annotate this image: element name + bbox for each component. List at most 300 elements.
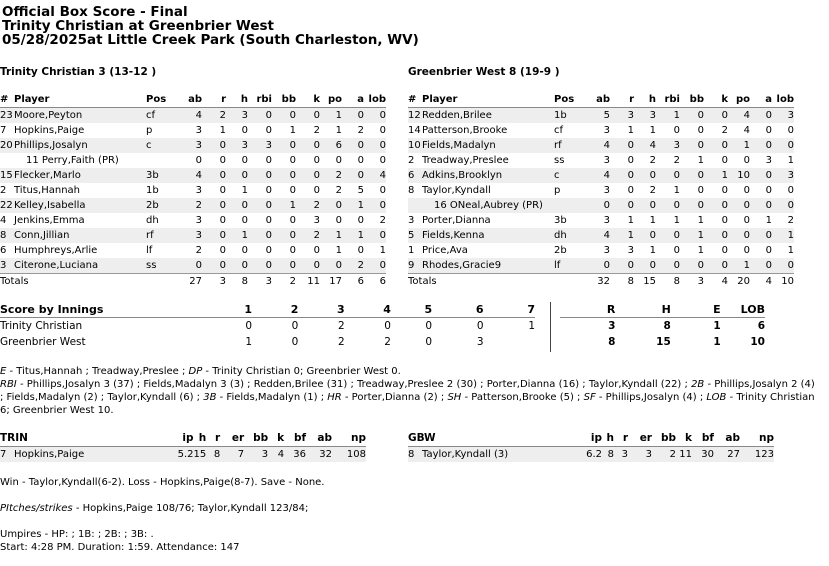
stat-r: 1	[610, 228, 634, 243]
stat-a: 0	[750, 108, 772, 124]
totals-label: Totals	[0, 274, 178, 290]
stat-ab: 4	[178, 108, 202, 124]
total-bb: 2	[272, 274, 296, 290]
inning-score: 0	[476, 320, 484, 332]
player-position: p	[554, 185, 561, 196]
innings-row	[0, 318, 535, 335]
pitch-stat-bf: 30	[692, 447, 714, 463]
player-row	[408, 108, 794, 124]
total-lob: 6	[364, 274, 386, 290]
page-title: Official Box Score - Final	[2, 4, 188, 20]
stat-bb: 0	[272, 138, 296, 153]
pitching-header-er: er	[628, 431, 652, 447]
rhe-header: H	[615, 302, 670, 318]
stat-bb: 0	[289, 215, 296, 226]
pitching-header-k: k	[676, 431, 692, 447]
stat-po: 1	[728, 138, 750, 153]
stat-r: 0	[610, 198, 634, 213]
stat-k: 0	[704, 228, 728, 243]
inning-score: 0	[245, 320, 253, 332]
stat-bb: 0	[680, 168, 704, 183]
stat-lob: 0	[772, 198, 794, 213]
stat-r: 3	[627, 245, 634, 256]
pitcher-number: 8	[408, 447, 422, 463]
player-number: 23	[0, 108, 14, 124]
stat-bb: 0	[680, 108, 704, 124]
totals-label: Totals	[408, 274, 586, 290]
pitcher-name: Taylor,Kyndall (3)	[422, 447, 572, 463]
stat-k: 0	[296, 108, 320, 124]
stat-lob: 1	[787, 245, 794, 256]
rhe-table	[560, 302, 765, 350]
totals-row	[408, 274, 794, 290]
total-h: 15	[634, 274, 656, 290]
stat-bb: 0	[272, 108, 296, 124]
stat-a: 1	[342, 228, 364, 243]
stat-po: 0	[335, 215, 342, 226]
innings-team-name: Greenbrier West	[0, 336, 86, 348]
player-number: 3	[0, 258, 14, 274]
stat-lob: 1	[787, 155, 794, 166]
player-position: 3b	[146, 168, 178, 183]
rhe-header: LOB	[721, 302, 765, 318]
stat-a: 0	[750, 228, 772, 243]
column-header-po: po	[728, 92, 750, 108]
column-header-a: a	[342, 92, 364, 108]
stat-k: 0	[313, 155, 320, 166]
stat-po: 0	[320, 258, 342, 274]
pitching-header-bb: bb	[244, 431, 268, 447]
column-header-number: #	[408, 92, 422, 108]
stat-lob: 0	[379, 125, 386, 136]
stat-r: 0	[219, 245, 226, 256]
stat-h: 0	[226, 258, 248, 274]
pitch-stat-h: 8	[602, 447, 614, 463]
stat-a: 0	[750, 168, 772, 183]
stat-rbi: 0	[656, 198, 680, 213]
player-number: 6	[408, 168, 422, 183]
player-name: Fields,Kenna	[422, 228, 554, 243]
player-position	[554, 198, 586, 213]
pitch-stat-ab: 32	[306, 447, 332, 463]
inning-header: 4	[345, 302, 391, 318]
stat-k: 0	[721, 215, 728, 226]
inning-score: 0	[384, 320, 391, 332]
player-position: p	[146, 125, 153, 136]
rhe-value: 1	[713, 320, 721, 332]
player-name: 16 ONeal,Aubrey (PR)	[422, 198, 554, 213]
stat-h: 1	[649, 215, 656, 226]
column-header-pos: Pos	[554, 92, 586, 108]
player-name: Adkins,Brooklyn	[422, 168, 554, 183]
total-r: 3	[202, 274, 226, 290]
inning-score: 0	[425, 320, 433, 332]
player-name: Porter,Dianna	[422, 215, 491, 226]
player-position: dh	[554, 228, 586, 243]
inning-header: 2	[252, 302, 298, 318]
stat-rbi: 0	[265, 155, 272, 166]
rhe-header: E	[671, 302, 721, 318]
player-row	[0, 243, 386, 258]
stat-a: 0	[765, 185, 772, 196]
player-number: 2	[408, 155, 415, 166]
stat-a: 0	[750, 198, 772, 213]
details-note: RBI - Phillips,Josalyn 3 (37) ; Fields,Madalyn 3 (3) ; Redden,Brilee (31) ; Treadway,Preslee 2 (30) ; Porter,Dianna (16) ; Taylor,Kyndall (22) ; 2B - Phillips,Josalyn 2 (4) ; Fields,Madalyn (2) ; Taylor,Kyndall (6) ; 3B - Fields,Madalyn (1) ; HR - Porter,Dianna (2) ; SH - Patterson,Brooke (5) ; SF - Phillips,Josalyn (4) ; LOB - Trinity Christian 6; Greenbrier West 10.	[0, 379, 815, 416]
column-header-h: h	[634, 92, 656, 108]
stat-bb: 0	[272, 258, 296, 274]
stat-ab: 3	[603, 215, 610, 226]
stat-a: 0	[357, 245, 364, 256]
stat-a: 2	[357, 125, 364, 136]
pitching-header-ip: ip	[572, 431, 602, 447]
stat-k: 0	[721, 155, 728, 166]
stat-r: 0	[610, 258, 634, 274]
column-header-a: a	[750, 92, 772, 108]
player-number: 5	[408, 228, 422, 243]
stat-k: 0	[313, 185, 320, 196]
pitching-header-ab: ab	[306, 431, 332, 447]
stat-rbi: 0	[265, 245, 272, 256]
column-header-rbi: rbi	[656, 92, 680, 108]
innings-divider	[550, 302, 551, 352]
player-row	[0, 228, 386, 243]
box-score-header	[2, 5, 419, 47]
player-position: 1b	[146, 185, 159, 196]
stat-ab: 0	[195, 155, 202, 166]
stat-rbi: 3	[248, 138, 272, 153]
pitch-stat-k: 4	[268, 447, 284, 463]
stat-a: 2	[342, 258, 364, 274]
home-team-heading: Greenbrier West 8 (19-9 )	[408, 66, 560, 78]
stat-lob: 0	[364, 138, 386, 153]
totals-row	[0, 274, 386, 290]
player-number: 12	[408, 108, 422, 124]
inning-header: 3	[298, 302, 344, 318]
stat-rbi: 0	[673, 245, 680, 256]
total-po: 17	[320, 274, 342, 290]
stat-k: 0	[296, 168, 320, 183]
stat-ab: 0	[586, 198, 610, 213]
date-venue: 05/28/2025at Little Creek Park (South Charleston, WV)	[2, 32, 419, 48]
player-row	[0, 213, 386, 228]
rhe-value: 10	[750, 336, 765, 348]
inning-header: 1	[206, 302, 252, 318]
player-position: 2b	[554, 245, 567, 256]
stat-a: 0	[750, 258, 772, 274]
stat-h: 0	[241, 245, 248, 256]
away-pitching-table	[0, 431, 366, 462]
game-notes	[0, 365, 820, 417]
player-name: 11 Perry,Faith (PR)	[26, 155, 119, 166]
stat-lob: 0	[364, 108, 386, 124]
player-row	[408, 153, 794, 168]
pitching-team-label: TRIN	[0, 431, 164, 447]
stat-po: 1	[335, 245, 342, 256]
player-row	[408, 138, 794, 153]
column-header-lob: lob	[772, 92, 794, 108]
column-header-rbi: rbi	[248, 92, 272, 108]
pitching-header-h: h	[602, 431, 614, 447]
pitch-stat-er: 7	[220, 447, 244, 463]
stat-lob: 2	[379, 215, 386, 226]
rhe-value: 8	[663, 320, 671, 332]
inning-score: 2	[384, 336, 391, 348]
total-a: 6	[342, 274, 364, 290]
stat-r: 0	[219, 155, 226, 166]
player-number: 8	[408, 185, 415, 196]
stat-ab: 3	[195, 185, 202, 196]
player-row	[0, 168, 386, 183]
innings-team-name: Trinity Christian	[0, 320, 83, 332]
innings-label: Score by Innings	[0, 302, 206, 318]
stat-r: 2	[202, 108, 226, 124]
stat-bb: 1	[697, 155, 704, 166]
stat-r: 0	[219, 185, 226, 196]
stat-h: 0	[634, 198, 656, 213]
stat-bb: 0	[272, 168, 296, 183]
player-number: 10	[408, 140, 421, 151]
inning-header: 5	[391, 302, 432, 318]
pitch-stat-ip: 6.2	[572, 447, 602, 463]
player-name: Redden,Brilee	[422, 108, 554, 124]
stat-h: 1	[649, 245, 656, 256]
stat-bb: 0	[697, 125, 704, 136]
stat-k: 0	[704, 138, 728, 153]
stat-rbi: 0	[656, 228, 680, 243]
stat-h: 1	[226, 228, 248, 243]
pitch-stat-r: 8	[206, 447, 220, 463]
stat-h: 3	[634, 108, 656, 124]
player-number: 15	[0, 170, 13, 181]
stat-ab: 3	[195, 215, 202, 226]
stat-rbi: 0	[656, 258, 680, 274]
player-name: Humphreys,Arlie	[14, 245, 98, 256]
stat-a: 0	[342, 168, 364, 183]
player-name: Rhodes,Gracie9	[422, 258, 554, 274]
stat-bb: 0	[289, 185, 296, 196]
total-h: 8	[226, 274, 248, 290]
stat-lob: 0	[364, 198, 386, 213]
decision-line: Win - Taylor,Kyndall(6-2). Loss - Hopkins,Paige(8-7). Save - None.	[0, 477, 325, 488]
pitcher-row	[408, 447, 774, 463]
stat-k: 2	[296, 228, 320, 243]
pitch-stat-ab: 27	[714, 447, 740, 463]
stat-h: 0	[634, 168, 656, 183]
pitching-header-np: np	[740, 431, 774, 447]
player-position: c	[146, 138, 178, 153]
stat-lob: 2	[787, 215, 794, 226]
player-number: 1	[408, 245, 415, 256]
stat-k: 3	[313, 215, 320, 226]
stat-r: 0	[627, 185, 634, 196]
inning-score: 0	[425, 336, 433, 348]
pitches-label: PItches/strikes	[0, 503, 73, 514]
total-po: 20	[728, 274, 750, 290]
total-r: 8	[610, 274, 634, 290]
stat-rbi: 0	[248, 198, 272, 213]
stat-h: 0	[241, 155, 248, 166]
player-row	[408, 198, 794, 213]
stat-po: 0	[743, 155, 750, 166]
stat-ab: 3	[178, 138, 202, 153]
pitching-header-h: h	[194, 431, 207, 447]
stat-rbi: 0	[265, 215, 272, 226]
stat-k: 2	[313, 125, 320, 136]
rhe-value: 6	[757, 320, 765, 332]
innings-row	[0, 334, 535, 350]
stat-bb: 1	[697, 245, 704, 256]
pitching-header-bf: bf	[692, 431, 714, 447]
total-ab: 27	[178, 274, 202, 290]
player-name: Hopkins,Paige	[14, 125, 85, 136]
home-pitching-table	[408, 431, 774, 462]
inning-score: 1	[245, 336, 253, 348]
stat-ab: 4	[586, 228, 610, 243]
stat-po: 4	[728, 108, 750, 124]
stat-ab: 4	[586, 168, 610, 183]
matchup-title: Trinity Christian at Greenbrier West	[2, 18, 274, 34]
stat-ab: 0	[178, 258, 202, 274]
stat-a: 3	[765, 155, 772, 166]
player-name: Price,Ava	[422, 245, 468, 256]
stat-po: 1	[320, 228, 342, 243]
player-row	[0, 138, 386, 153]
stat-rbi: 0	[248, 258, 272, 274]
player-number: 14	[408, 125, 421, 136]
stat-bb: 1	[697, 215, 704, 226]
away-batting-table	[0, 92, 386, 289]
player-row	[0, 153, 386, 168]
stat-a: 0	[357, 155, 364, 166]
stat-r: 0	[219, 215, 226, 226]
pitch-stat-er: 3	[628, 447, 652, 463]
player-row	[0, 123, 386, 138]
stat-k: 2	[721, 125, 728, 136]
innings-table	[0, 302, 535, 350]
pitching-header-bb: bb	[652, 431, 676, 447]
stat-bb: 1	[289, 125, 296, 136]
stat-bb: 0	[272, 228, 296, 243]
stat-rbi: 2	[673, 155, 680, 166]
stat-bb: 0	[697, 185, 704, 196]
stat-lob: 1	[772, 228, 794, 243]
stat-rbi: 0	[673, 125, 680, 136]
stat-rbi: 0	[248, 108, 272, 124]
player-number: 7	[0, 125, 7, 136]
stat-ab: 4	[178, 168, 202, 183]
inning-score: 3	[476, 336, 484, 348]
pitching-header-np: np	[332, 431, 366, 447]
stat-rbi: 3	[656, 138, 680, 153]
stat-ab: 3	[603, 185, 610, 196]
pitch-stat-np: 123	[740, 447, 774, 463]
stat-ab: 3	[603, 245, 610, 256]
player-position: rf	[146, 228, 178, 243]
stat-bb: 0	[680, 198, 704, 213]
pitches-strikes-line	[0, 502, 308, 515]
rhe-value: 1	[713, 336, 721, 348]
total-k: 11	[296, 274, 320, 290]
player-row	[408, 183, 794, 198]
player-position	[146, 153, 178, 168]
player-number: 2	[0, 185, 7, 196]
stat-lob: 3	[772, 108, 794, 124]
stat-lob: 0	[787, 125, 794, 136]
pitcher-number: 7	[0, 447, 14, 463]
pitch-stat-np: 108	[332, 447, 366, 463]
player-number: 9	[408, 258, 422, 274]
stat-r: 0	[627, 155, 634, 166]
player-position: 2b	[146, 198, 178, 213]
stat-po: 0	[743, 245, 750, 256]
player-name: Flecker,Marlo	[14, 168, 146, 183]
pitching-header-bf: bf	[284, 431, 306, 447]
stat-bb: 0	[680, 258, 704, 274]
stat-r: 1	[219, 125, 226, 136]
home-batting-table	[408, 92, 794, 289]
total-rbi: 3	[248, 274, 272, 290]
rhe-value: 3	[608, 320, 616, 332]
player-number: 6	[0, 245, 7, 256]
player-name: Fields,Madalyn	[422, 138, 554, 153]
stat-po: 0	[728, 228, 750, 243]
stat-r: 0	[202, 228, 226, 243]
column-header-player: Player	[14, 92, 146, 108]
player-name: Treadway,Preslee	[422, 155, 509, 166]
pitch-stat-bb: 2	[652, 447, 676, 463]
column-header-ab: ab	[586, 92, 610, 108]
column-header-po: po	[320, 92, 342, 108]
stat-lob: 0	[772, 258, 794, 274]
rhe-row	[560, 334, 765, 350]
pitches-text: - Hopkins,Paige 108/76; Taylor,Kyndall 123/84;	[72, 503, 309, 514]
stat-h: 1	[649, 125, 656, 136]
stat-h: 2	[649, 185, 656, 196]
stat-ab: 0	[586, 258, 610, 274]
stat-h: 0	[634, 258, 656, 274]
stat-lob: 0	[772, 138, 794, 153]
player-name: Jenkins,Emma	[14, 215, 85, 226]
pitching-header-k: k	[268, 431, 284, 447]
column-header-lob: lob	[364, 92, 386, 108]
stat-a: 0	[357, 215, 364, 226]
stat-ab: 4	[586, 138, 610, 153]
stat-ab: 2	[195, 245, 202, 256]
stat-r: 0	[202, 258, 226, 274]
inning-score: 2	[337, 336, 345, 348]
stat-a: 0	[765, 245, 772, 256]
player-number: 8	[0, 228, 14, 243]
column-header-bb: bb	[272, 92, 296, 108]
total-bb: 3	[680, 274, 704, 290]
pitching-header-r: r	[614, 431, 628, 447]
stat-h: 0	[634, 228, 656, 243]
stat-po: 0	[743, 185, 750, 196]
player-name: Citerone,Luciana	[14, 258, 146, 274]
stat-bb: 0	[289, 245, 296, 256]
column-header-k: k	[296, 92, 320, 108]
stat-bb: 1	[680, 228, 704, 243]
inning-score: 2	[337, 320, 345, 332]
inning-header: 6	[432, 302, 483, 318]
pitching-team-label: GBW	[408, 431, 572, 447]
player-position: 1b	[554, 108, 586, 124]
pitch-stat-h: 15	[194, 447, 207, 463]
stat-ab: 3	[603, 125, 610, 136]
stat-h: 0	[226, 168, 248, 183]
stat-a: 0	[342, 138, 364, 153]
stat-po: 2	[335, 185, 342, 196]
